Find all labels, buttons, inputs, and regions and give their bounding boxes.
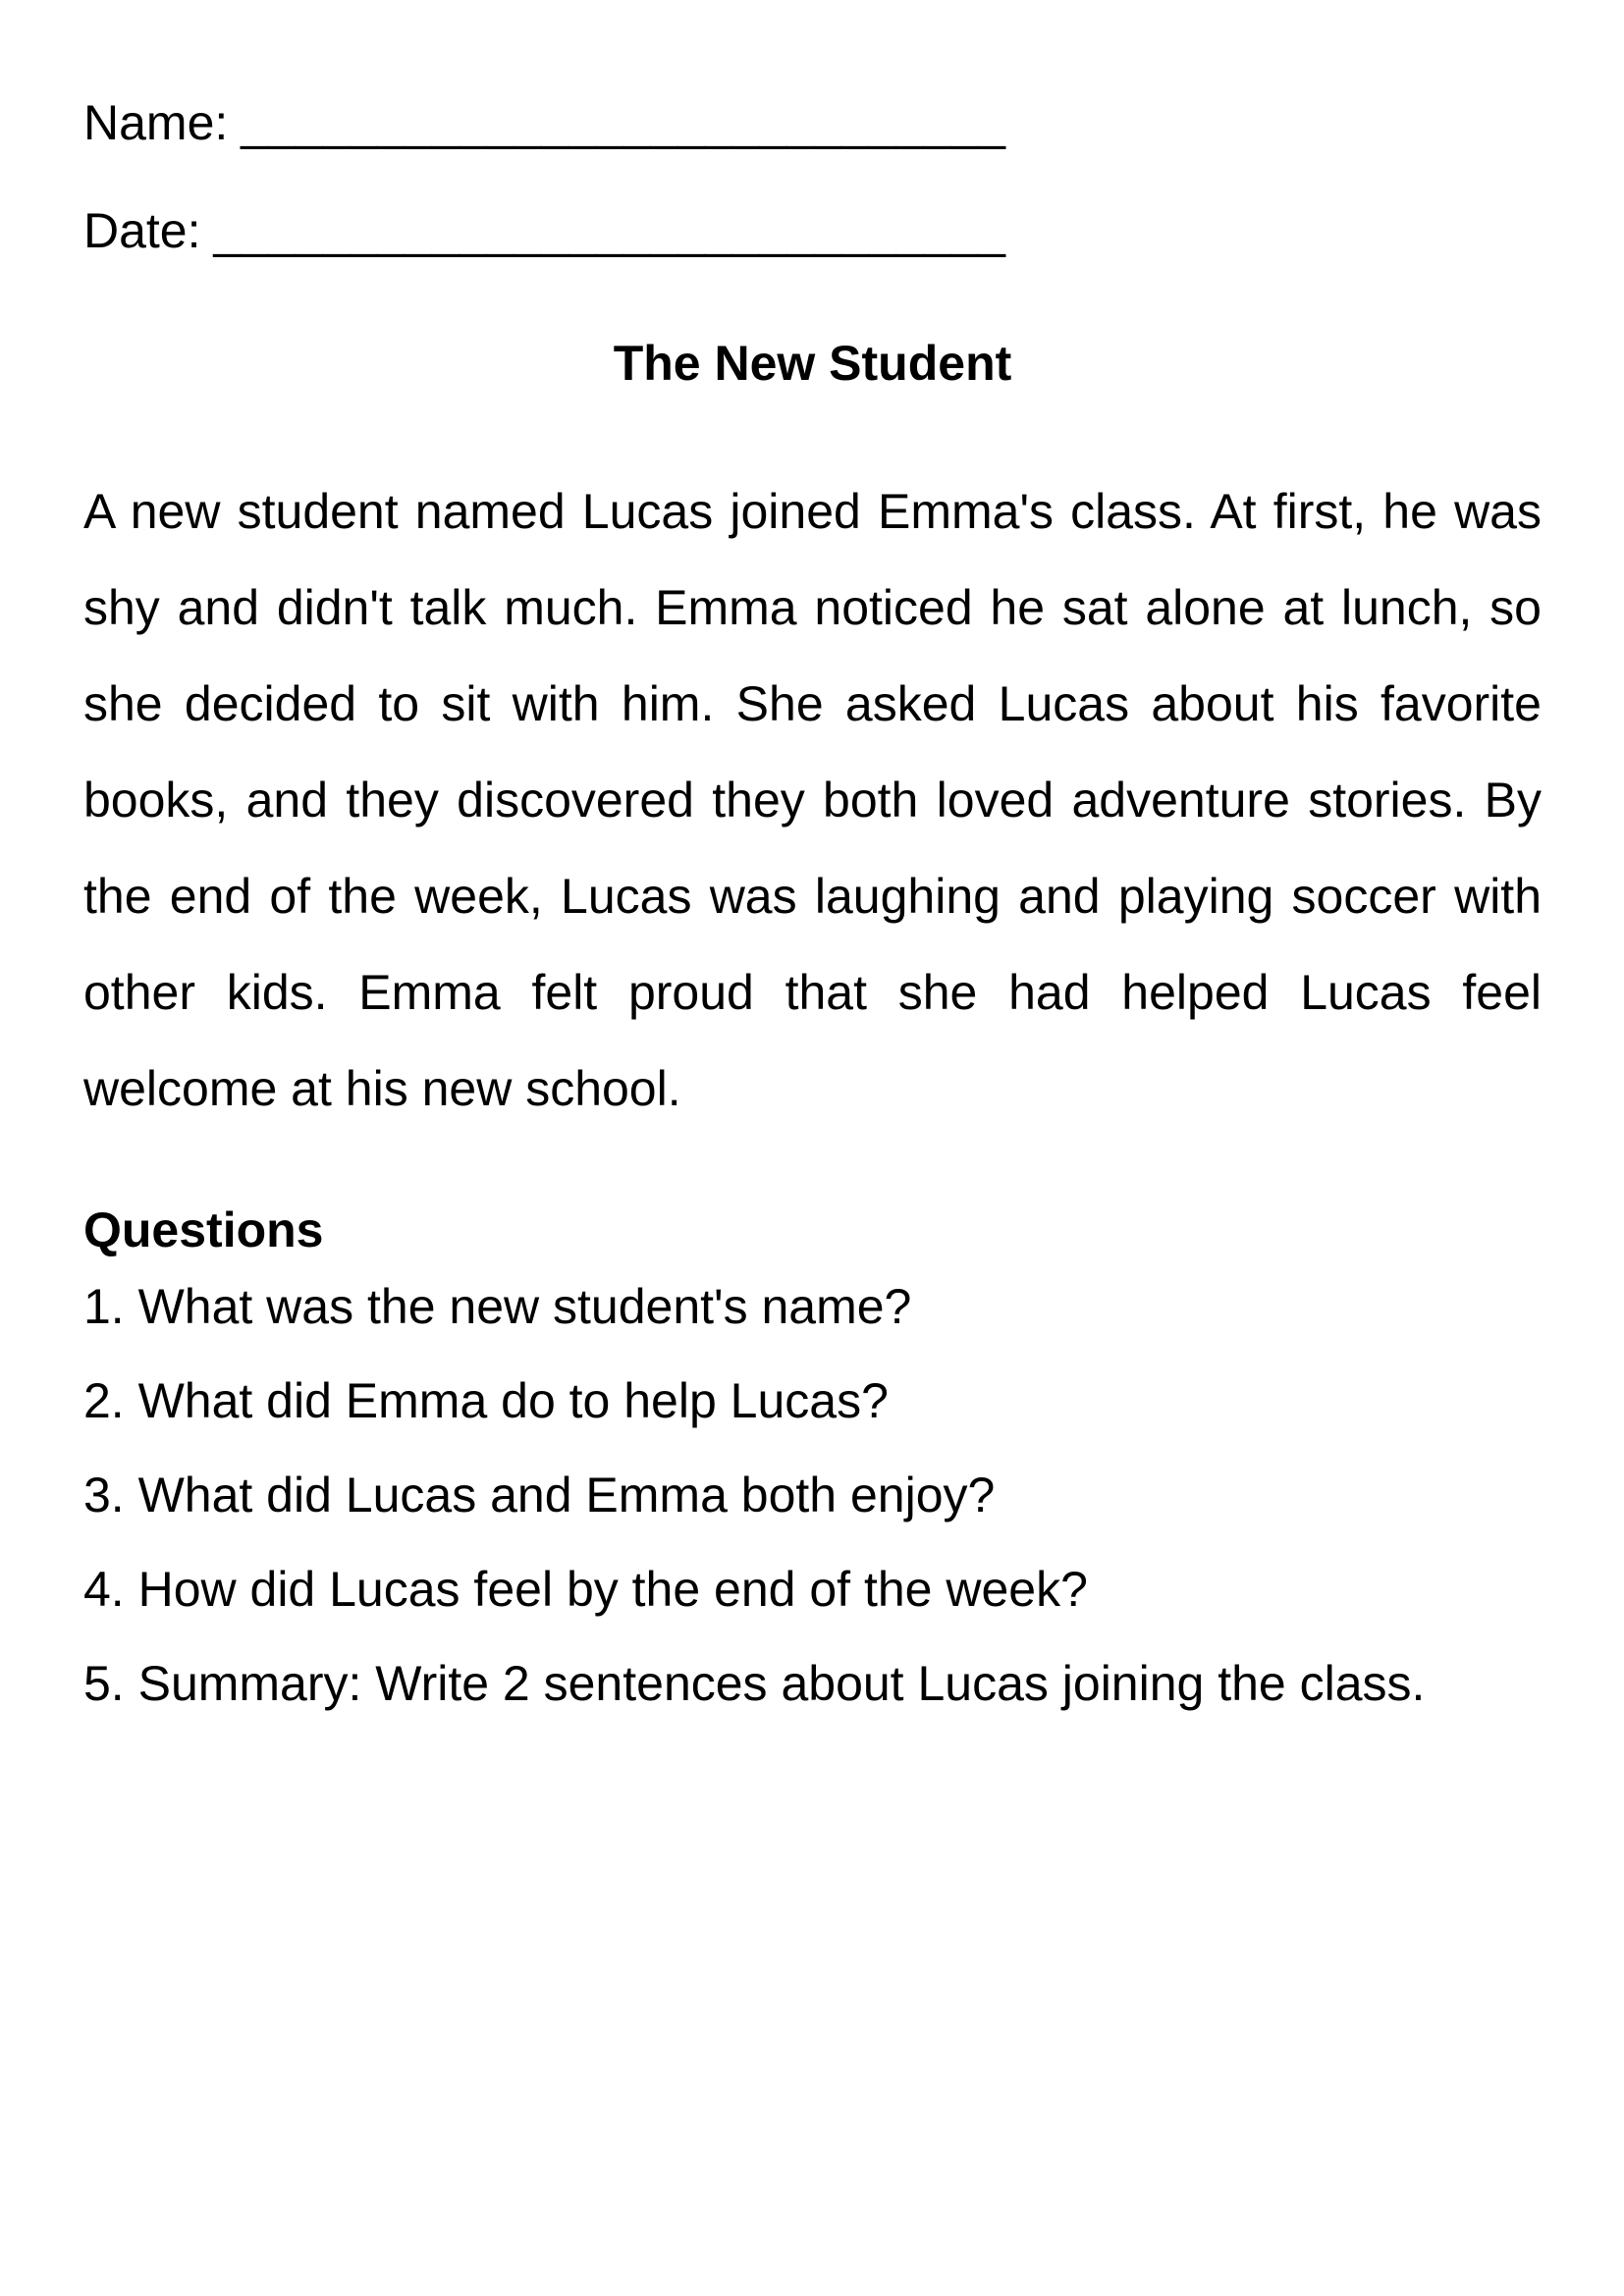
questions-heading: Questions [83, 1202, 324, 1257]
story-paragraph [83, 463, 1542, 1137]
question-item: 1. What was the new student's name? [83, 1279, 912, 1334]
question-item: 5. Summary: Write 2 sentences about Lucas joining the class. [83, 1656, 1426, 1711]
date-field-row [83, 201, 1542, 260]
story-line: books, and they discovered they both loved adventure stories. By [83, 773, 1542, 828]
story-line: she decided to sit with him. She asked Lucas about his favorite [83, 676, 1542, 731]
question-item: 3. What did Lucas and Emma both enjoy? [83, 1468, 996, 1522]
name-blank-line: ____________________________ [241, 95, 1005, 150]
questions-list [83, 1259, 1542, 1731]
name-label: Name: [83, 95, 229, 150]
question-item: 2. What did Emma do to help Lucas? [83, 1373, 889, 1428]
date-label: Date: [83, 203, 201, 258]
question-item: 4. How did Lucas feel by the end of the week? [83, 1562, 1088, 1617]
worksheet-title: The New Student [613, 336, 1012, 391]
story-line: A new student named Lucas joined Emma's class. At first, he was [83, 484, 1542, 539]
date-blank-line: _____________________________ [213, 203, 1005, 258]
story-line: other kids. Emma felt proud that she had helped Lucas feel [83, 965, 1542, 1020]
story-line: the end of the week, Lucas was laughing and playing soccer with [83, 869, 1542, 924]
name-field-row [83, 0, 1542, 152]
story-line: welcome at his new school. [83, 1061, 681, 1116]
story-line: shy and didn't talk much. Emma noticed he sat alone at lunch, so [83, 580, 1542, 635]
